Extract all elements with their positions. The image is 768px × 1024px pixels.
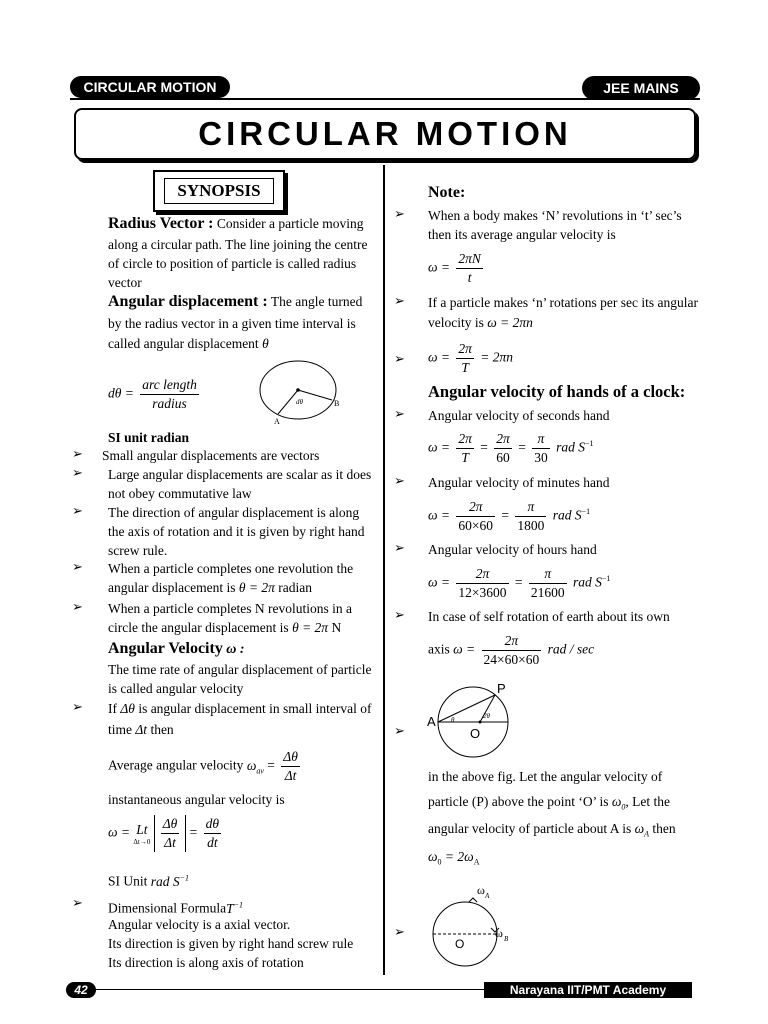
chapter-header-badge: CIRCULAR MOTION [70,76,230,98]
n-rev-text: circle the angular displacement is [108,620,289,635]
bullet-arrow-icon: ➢ [72,447,83,462]
average-denominator: Δt [284,768,297,783]
dimensional-label: Dimensional Formula [108,900,227,916]
small-interval-text: is angular displacement in small interval of [138,701,372,716]
minutes-hand-formula: ω = $\frac{2\pi}{60\times 60}$ = $\frac{\pi}{1800}$ rad $S^{-1}$ [428,499,591,533]
dimensional-value: $T^{-1}$ [226,900,244,916]
minutes-hand-label: Angular velocity of minutes hand [428,475,610,490]
note-1-formula: ω = $\frac{2\pi N}{t}$ [428,251,481,285]
angular-velocity-heading-line [108,639,245,659]
axis-direction-text: Its direction is along axis of rotation [108,955,304,970]
arc-over-radius-fraction [140,376,199,413]
bullet-arrow-icon: ➢ [72,700,83,715]
si-unit-label: SI Unit [108,873,148,889]
angular-displacement-line-1 [108,292,362,311]
one-rev-equation: θ = 2π [238,580,275,595]
page-number: 42 [66,982,96,998]
earth-rotation-line-1: In case of self rotation of earth about its own [428,609,670,624]
bullet-direction-3: screw rule. [108,543,168,558]
radius-vector-line-1 [108,214,363,233]
figure-explain-line-1: in the above fig. Let the angular velocity of [428,769,663,784]
bullet-n-revolutions-2 [108,618,341,637]
bullet-arrow-icon: ➢ [72,466,83,481]
revolutions-fraction: $\frac{2\pi N}{t}$ [458,251,481,285]
axial-vector-text: Angular velocity is a axial vector. [108,917,291,932]
label-theta: θ [451,716,455,724]
bullet-arrow-icon: ➢ [394,474,405,489]
angular-velocity-symbol: ω : [226,642,245,657]
si-unit-value: rad $S^{-1}$ [150,873,190,889]
bullet-arrow-icon: ➢ [72,560,83,575]
bullet-small-vectors: Small angular displacements are vectors [102,448,320,463]
bullet-direction-2: the axis of rotation and it is given by right hand [108,524,365,539]
radius-line-b [298,390,332,400]
note-1-line-1: When a body makes ‘N’ revolutions in ‘t’ sec’s [428,208,682,223]
center-dot [296,388,300,392]
radius-vector-line-2: along a circular path. The line joining the centre [108,237,368,252]
bullet-small-interval-1 [108,699,372,718]
exam-header-badge: JEE MAINS [582,76,700,100]
derivative-fraction: $\frac{d\theta}{dt}$ [205,816,220,850]
radius-denominator: radius [152,396,187,411]
bullet-direction-1: The direction of angular displacement is along [108,505,360,520]
label-omega-b-sub: B [504,935,509,943]
n-rev-equation: θ = 2π [292,620,329,635]
omega-a: $\omega_A$ [634,821,650,839]
delta-t-inline: Δt [135,722,148,737]
angular-velocity-figure [425,680,525,762]
label-omega-a: ω [477,883,485,897]
angular-velocity-def-2: is called angular velocity [108,681,244,696]
bullet-arrow-icon: ➢ [394,925,405,940]
dtheta-formula [108,376,202,413]
if-text: If [108,701,117,716]
radius-vector-line-3: of circle to position of particle is called radius [108,256,357,271]
one-rev-text: angular displacement is [108,580,236,595]
bullet-arrow-icon: ➢ [394,207,405,222]
instantaneous-label: instantaneous angular velocity is [108,792,285,807]
label-2theta: 2θ [483,712,490,720]
one-rev-unit: radian [278,580,312,595]
figure-label-b: B [334,399,340,408]
earth-rotation-formula: axis ω = $\frac{2\pi}{24\times 60\times 60}$ rad / sec [428,633,595,667]
radius-vector-heading: Radius Vector : [108,215,214,232]
bullet-arrow-icon: ➢ [394,294,405,309]
si-unit-radian: SI unit radian [108,430,190,445]
dtheta-lhs: dθ = [108,385,134,401]
omega-relation: $\omega_0 = 2\omega_A$ [428,849,480,867]
bullet-arrow-icon: ➢ [394,608,405,623]
label-omega-b: ω [495,926,503,940]
radius-line-a [278,390,298,414]
synopsis-label: SYNOPSIS [164,178,273,204]
bullet-arrow-icon: ➢ [72,600,83,615]
average-fraction [281,748,300,785]
omega-a-b-figure [425,880,525,970]
omega-av: $\omega_{av}$ [246,757,264,776]
period-fraction: $\frac{2\pi}{T}$ [458,341,472,375]
bullet-large-scalar-1: Large angular displacements are scalar as it does [108,467,372,482]
omega-lhs: ω = [108,824,131,840]
label-a: A [427,714,436,729]
bullet-arrow-icon: ➢ [394,541,405,556]
header-rule [70,98,700,100]
point-o [479,721,482,724]
figure-explain-line-2: particle (P) above the point ‘O’ is $\omega_0$, Let the [428,794,670,812]
hours-hand-label: Angular velocity of hours hand [428,542,597,557]
arrow-up-icon [469,898,477,902]
bullet-small-interval-2 [108,720,174,739]
bullet-one-revolution-2 [108,578,312,597]
label-omega-a-sub: A [485,892,490,900]
note-2-line-2: velocity is ω = 2πn [428,315,533,330]
angular-displacement-text: The angle turned [270,294,363,309]
note-2-equation: ω = 2πn [487,315,533,330]
angular-velocity-def-1: The time rate of angular displacement of particle [108,662,372,677]
arc-length-numerator: arc length [140,376,199,395]
theta-symbol: θ [262,336,269,351]
angular-displacement-heading: Angular displacement : [108,293,268,310]
synopsis-heading [153,170,285,212]
seconds-hand-label: Angular velocity of seconds hand [428,408,610,423]
note-1-line-2: then its average angular velocity is [428,227,616,242]
average-angular-velocity-formula: Average angular velocity $\omega_{av}$ = $\frac{\Delta\theta}{\Delta t}$ [108,749,298,783]
label-o: O [470,726,481,741]
instantaneous-formula: ω = Lt Δt→0 $\frac{\Delta\theta}{\Delta t}$ = $\frac{d\theta}{dt}$ [108,816,220,850]
hours-hand-formula: ω = $\frac{2\pi}{12\times 3600}$ = $\frac{\pi}{21600}$ rad $S^{-1}$ [428,566,611,600]
figure2-label-o: O [455,937,465,951]
angular-displacement-line-2: by the radius vector in a given time interval is [108,316,356,331]
note-2-line-1: If a particle makes ‘n’ rotations per sec its angular [428,295,699,310]
clock-heading: Angular velocity of hands of a clock: [428,382,686,401]
figure-explain-line-3: angular velocity of particle about A is $\omega_A$ then [428,821,676,839]
radius-vector-text: Consider a particle moving [216,216,364,231]
angular-displacement-figure [256,358,346,426]
figure-label-a: A [274,417,280,426]
bullet-arrow-icon: ➢ [394,407,405,422]
angular-velocity-heading: Angular Velocity [108,640,223,657]
bullet-arrow-icon: ➢ [72,504,83,519]
limit-fraction: $\frac{\Delta\theta}{\Delta t}$ [162,816,178,850]
average-numerator: Δθ [281,748,300,767]
seconds-hand-formula: ω = $\frac{2\pi}{T}$ = $\frac{2\pi}{60}$ = $\frac{\pi}{30}$ rad $S^{-1}$ [428,431,594,465]
limit-operator: Lt Δt→0 [133,821,151,846]
note-heading: Note: [428,184,466,201]
bullet-arrow-icon: ➢ [394,352,405,367]
bullet-large-scalar-2: not obey commutative law [108,486,252,501]
omega-0: $\omega_0$ [611,794,626,812]
angular-displacement-line-3 [108,334,269,353]
radius-vector-line-4: vector [108,275,142,290]
bullet-arrow-icon: ➢ [394,724,405,739]
figure-dtheta-label: dθ [296,398,303,406]
bullet-arrow-icon: ➢ [72,896,83,911]
label-p: P [497,681,506,696]
page-title: CIRCULAR MOTION [74,108,696,160]
bullet-n-revolutions-1: When a particle completes N revolutions in a [108,601,353,616]
angular-displacement-called: called angular displacement [108,336,259,351]
note-3-formula: ω = $\frac{2\pi}{T}$ = 2πn [428,341,514,375]
right-hand-rule-text: Its direction is given by right hand screw rule [108,936,354,951]
bracket-group [154,815,187,852]
average-label: Average angular velocity [108,757,244,773]
n-rev-n: N [331,620,342,635]
footer-brand: Narayana IIT/PMT Academy [484,982,692,998]
bullet-one-revolution-1: When a particle completes one revolution the [108,561,354,576]
column-divider [383,165,385,975]
time-text: time [108,722,132,737]
delta-theta-inline: Δθ [120,701,135,716]
then-text: then [150,722,174,737]
si-unit-angular-velocity [108,868,189,891]
